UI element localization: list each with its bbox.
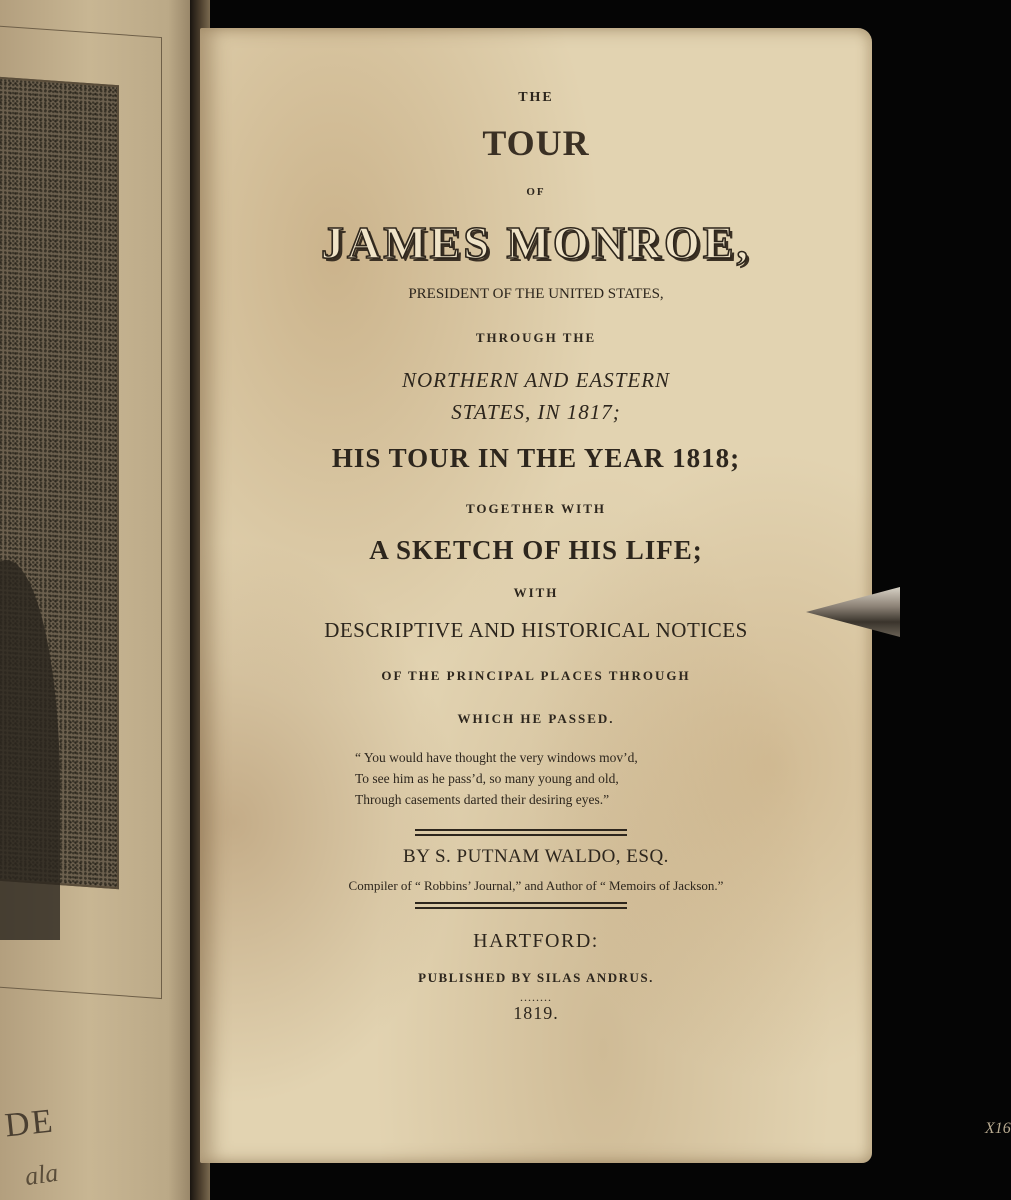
epigraph-line: To see him as he pass’d, so many young and old,	[355, 771, 619, 786]
descriptive-line: DESCRIPTIVE AND HISTORICAL NOTICES	[324, 618, 748, 642]
title-page	[200, 28, 1011, 1163]
title-name: JAMES MONROE,	[321, 217, 751, 268]
title-the: THE	[518, 90, 554, 105]
plate-caption: DE	[3, 1102, 57, 1145]
author-line: BY S. PUTNAM WALDO, ESQ.	[403, 846, 669, 867]
epigraph	[355, 750, 755, 813]
city-line: HARTFORD:	[473, 930, 599, 952]
through-the-line: THROUGH THE	[475, 330, 597, 345]
double-rule-top	[415, 829, 627, 831]
which-he-passed-line: WHICH HE PASSED.	[457, 711, 615, 726]
northern-eastern-line: NORTHERN AND EASTERN	[401, 368, 671, 392]
double-rule-bottom	[415, 907, 627, 909]
title-of: OF	[526, 186, 546, 198]
sketch-line: A SKETCH OF HIS LIFE;	[369, 535, 703, 565]
president-line: PRESIDENT OF THE UNITED STATES,	[408, 286, 664, 302]
epigraph-line: “ You would have thought the very windows mov’d,	[355, 750, 638, 765]
double-rule-bottom	[415, 902, 627, 904]
together-with-line: TOGETHER WITH	[465, 501, 607, 516]
dot-ornament: ........	[520, 990, 552, 1004]
with-line: WITH	[513, 585, 559, 600]
pencil-mark: X16	[985, 1120, 1011, 1137]
plate-signature: ala	[23, 1157, 61, 1192]
compiler-line: Compiler of “ Robbins’ Journal,” and Author of “ Memoirs of Jackson.”	[348, 878, 724, 893]
epigraph-line: Through casements darted their desiring eyes.”	[355, 792, 610, 807]
double-rule-top	[415, 834, 627, 836]
tour-1818-line: HIS TOUR IN THE YEAR 1818;	[331, 443, 741, 473]
principal-places-line: OF THE PRINCIPAL PLACES THROUGH	[381, 668, 691, 683]
states-1817-line: STATES, IN 1817;	[451, 400, 621, 424]
frontispiece-page	[0, 0, 198, 1200]
year-line: 1819.	[513, 1003, 559, 1023]
publisher-line: PUBLISHED BY SILAS ANDRUS.	[418, 970, 654, 985]
title-tour: TOUR	[482, 123, 590, 163]
